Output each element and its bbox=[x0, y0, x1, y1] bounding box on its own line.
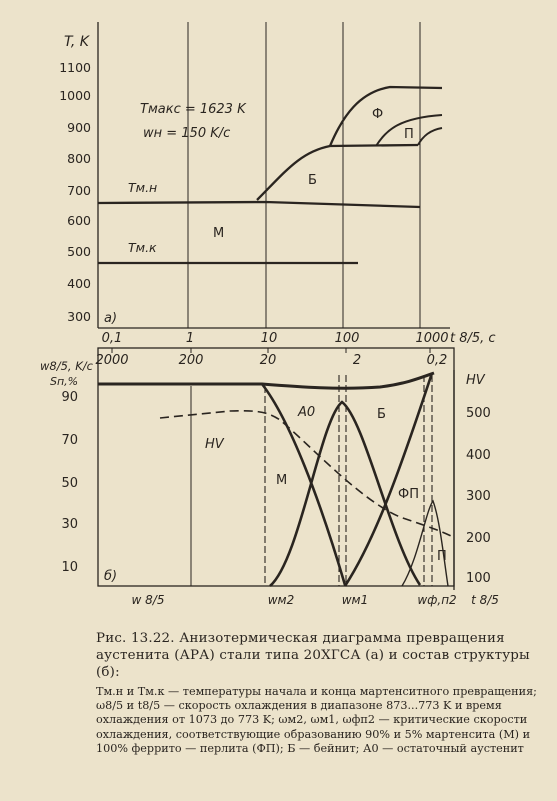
left-axis-ticks bbox=[61, 390, 78, 575]
caption-title: Рис. 13.22. Анизотермическая диаграмма превращения аустенита (АРА) стали типа 20ХГСА (а) и состав структуры (б): bbox=[96, 631, 530, 680]
top-y-tick: 300 bbox=[67, 309, 91, 324]
bottom-panel-label: б) bbox=[104, 569, 118, 584]
curve-label-pearlite: П bbox=[437, 549, 447, 564]
top-y-tick: 600 bbox=[67, 213, 91, 228]
curve-ferrite-pearlite bbox=[345, 373, 432, 586]
top-x-tick: 10 bbox=[260, 331, 278, 346]
tmn-line bbox=[98, 202, 420, 207]
left-tick: 50 bbox=[61, 476, 78, 491]
bottom-label-w85: w 8/5 bbox=[131, 593, 165, 607]
top-axis-tick: 2 bbox=[352, 353, 362, 368]
left-tick: 70 bbox=[61, 433, 78, 448]
top-axis-tick: 200 bbox=[178, 353, 204, 368]
bottom-label-t85: t 8/5 bbox=[471, 593, 499, 607]
top-annotation-tmax: Tмакс = 1623 K bbox=[140, 102, 246, 117]
top-y-tick: 1000 bbox=[59, 88, 91, 103]
bottom-label-wm1: wм1 bbox=[341, 593, 369, 607]
top-chart-xlabel: t 8/5, c bbox=[450, 331, 496, 346]
curve-a0 bbox=[98, 373, 434, 388]
right-axis-ticks bbox=[466, 406, 491, 586]
top-panel-label: а) bbox=[104, 311, 118, 326]
top-region-labels bbox=[213, 107, 414, 241]
right-tick: 200 bbox=[466, 531, 491, 546]
curve-pearlite bbox=[402, 501, 448, 586]
curve-label-bainite: Б bbox=[377, 407, 386, 422]
bottom-label-wm2: wм2 bbox=[267, 593, 295, 607]
top-chart bbox=[59, 22, 495, 346]
region-label: М bbox=[213, 226, 225, 241]
left-tick: 90 bbox=[61, 390, 78, 405]
left-tick: 10 bbox=[61, 560, 78, 575]
region-label: П bbox=[404, 127, 414, 142]
top-x-tick: 1 bbox=[185, 331, 195, 346]
top-x-tick: 1000 bbox=[415, 331, 449, 346]
top-grid-lines bbox=[188, 22, 420, 328]
left-tick: 30 bbox=[61, 517, 78, 532]
bottom-top-axis-label: w8/5, K/c bbox=[40, 359, 93, 373]
region-label: Ф bbox=[372, 107, 384, 122]
top-y-tick: 400 bbox=[67, 276, 91, 291]
top-y-tick-labels bbox=[59, 60, 91, 324]
top-y-tick: 800 bbox=[67, 151, 91, 166]
curve-label-hv: HV bbox=[205, 437, 224, 452]
top-y-tick: 900 bbox=[67, 120, 91, 135]
critical-velocity-lines bbox=[265, 375, 432, 586]
left-axis-label: Sп,% bbox=[50, 375, 79, 388]
bainite-start-curve bbox=[257, 145, 418, 200]
top-annotation-wn: wн = 150 K/c bbox=[143, 126, 231, 141]
top-x-tick: 100 bbox=[334, 331, 360, 346]
figure-caption bbox=[96, 630, 546, 756]
tmn-label: Tм.н bbox=[128, 180, 158, 195]
region-label: Б bbox=[308, 173, 317, 188]
curve-labels bbox=[205, 405, 447, 564]
right-tick: 300 bbox=[466, 489, 491, 504]
curve-label-ferrite-pearlite: ФП bbox=[398, 487, 419, 502]
bottom-top-axis-ticks bbox=[95, 353, 447, 368]
top-chart-ylabel: T, K bbox=[64, 34, 89, 50]
curve-label-a0: A0 bbox=[298, 405, 316, 420]
top-y-tick: 500 bbox=[67, 244, 91, 259]
top-x-tick-labels bbox=[102, 331, 449, 346]
bottom-label-wfp2: wф,п2 bbox=[417, 593, 457, 607]
right-tick: 400 bbox=[466, 448, 491, 463]
top-y-tick: 1100 bbox=[59, 60, 91, 75]
top-axis-tick: 0,2 bbox=[426, 353, 448, 368]
bottom-labels bbox=[132, 593, 499, 607]
tmk-label: Tм.к bbox=[128, 240, 157, 255]
right-axis-label: HV bbox=[466, 373, 485, 388]
top-axis-tick: 2000 bbox=[95, 353, 129, 368]
curve-label-martensite: М bbox=[276, 473, 288, 488]
top-x-tick: 0,1 bbox=[101, 331, 123, 346]
right-tick: 100 bbox=[466, 571, 491, 586]
top-y-tick: 700 bbox=[67, 183, 91, 198]
bottom-chart bbox=[40, 348, 499, 607]
caption-body: Tм.н и Tм.к — температуры начала и конца мартенситного превращения; ω8/5 и t8/5 — скорость охлаждения в диапазоне 873...773 K и время охлаждения от 1073 до 773 K; ωм2, ωм1, ωфп2 — критические скорости охлаждения, соответствующие образованию 90% и 5% мартенсита (М) и 100% феррито — перлита (ФП); Б — бейнит; А0 — остаточный аустенит bbox=[96, 685, 537, 755]
top-axis-tick: 20 bbox=[259, 353, 277, 368]
right-tick: 500 bbox=[466, 406, 491, 421]
pearlite-end-curve bbox=[418, 128, 442, 145]
